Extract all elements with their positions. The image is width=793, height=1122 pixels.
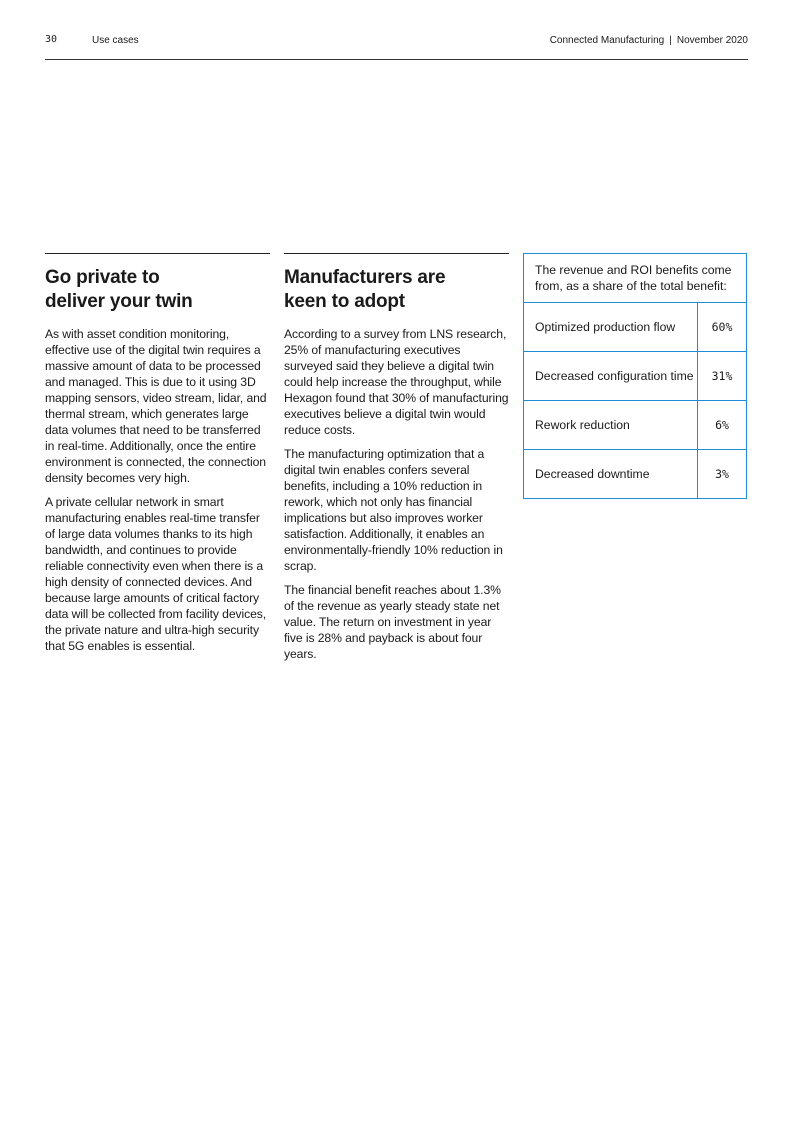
benefit-share: 6% <box>715 418 729 432</box>
column-2-paragraph: The manufacturing optimization that a digital twin enables confers several benefits, including a 10% reduction in rework, which not only has financial implications but also improves worker satisfaction. Additionally, it enables an environmentally-friendly 10% reduction in scrap. <box>284 447 503 573</box>
document-title <box>550 35 748 46</box>
table-row <box>524 352 746 401</box>
column-1-paragraph: A private cellular network in smart manufacturing enables real-time transfer of large data volumes thanks to its high bandwidth, and continues to provide reliable connectivity even when there is a high density of connected devices. And because large amounts of critical factory data will be collected from facility devices, the private nature and ultra-high security that 5G enables is essential. <box>45 495 267 653</box>
benefit-label: Decreased configuration time <box>524 352 698 400</box>
benefit-share: 60% <box>711 320 733 334</box>
article-column-2 <box>284 253 509 670</box>
article-column-1 <box>45 253 270 662</box>
column-2-heading <box>284 266 509 314</box>
document-name: Connected Manufacturing <box>549 35 665 46</box>
column-1-heading-line-2: deliver your twin <box>45 291 193 312</box>
benefit-label: Decreased downtime <box>524 450 698 498</box>
column-1-paragraph: As with asset condition monitoring, effective use of the digital twin requires a massive amount of data to be processed and managed. This is due to it using 3D mapping sensors, video stream, lidar, and thermal stream, which generates large data volumes that need to be transferred in real-time. Additionally, once the entire environment is connected, the connection density becomes very high. <box>45 327 267 485</box>
column-2-heading-line-1: Manufacturers are <box>284 267 446 288</box>
document-date: November 2020 <box>676 35 748 46</box>
column-1-heading-line-1: Go private to <box>45 267 160 288</box>
header-divider <box>45 59 748 60</box>
page-header <box>45 34 748 50</box>
column-2-paragraph: The financial benefit reaches about 1.3% of the revenue as yearly steady state net value. The return on investment in year five is 28% and payback is about four years. <box>284 583 501 661</box>
title-separator: | <box>669 35 672 46</box>
table-row <box>524 450 746 498</box>
benefit-label: Rework reduction <box>524 401 698 449</box>
page-number: 30 <box>45 34 58 45</box>
column-2-paragraph: According to a survey from LNS research, 25% of manufacturing executives surveyed said they believe a digital twin could help increase the throughput, while Hexagon found that 30% of manufacturing executives believe a digital twin would reduce costs. <box>284 327 509 437</box>
benefits-table-caption: The revenue and ROI benefits come from, as a share of the total benefit: <box>524 254 746 303</box>
benefit-share: 3% <box>715 467 729 481</box>
benefits-table <box>523 253 747 499</box>
table-row <box>524 303 746 352</box>
column-1-heading <box>45 266 270 314</box>
column-2-heading-line-2: keen to adopt <box>284 291 405 312</box>
benefit-label: Optimized production flow <box>524 303 698 351</box>
section-label: Use cases <box>92 35 139 46</box>
table-row <box>524 401 746 450</box>
benefit-share: 31% <box>711 369 733 383</box>
